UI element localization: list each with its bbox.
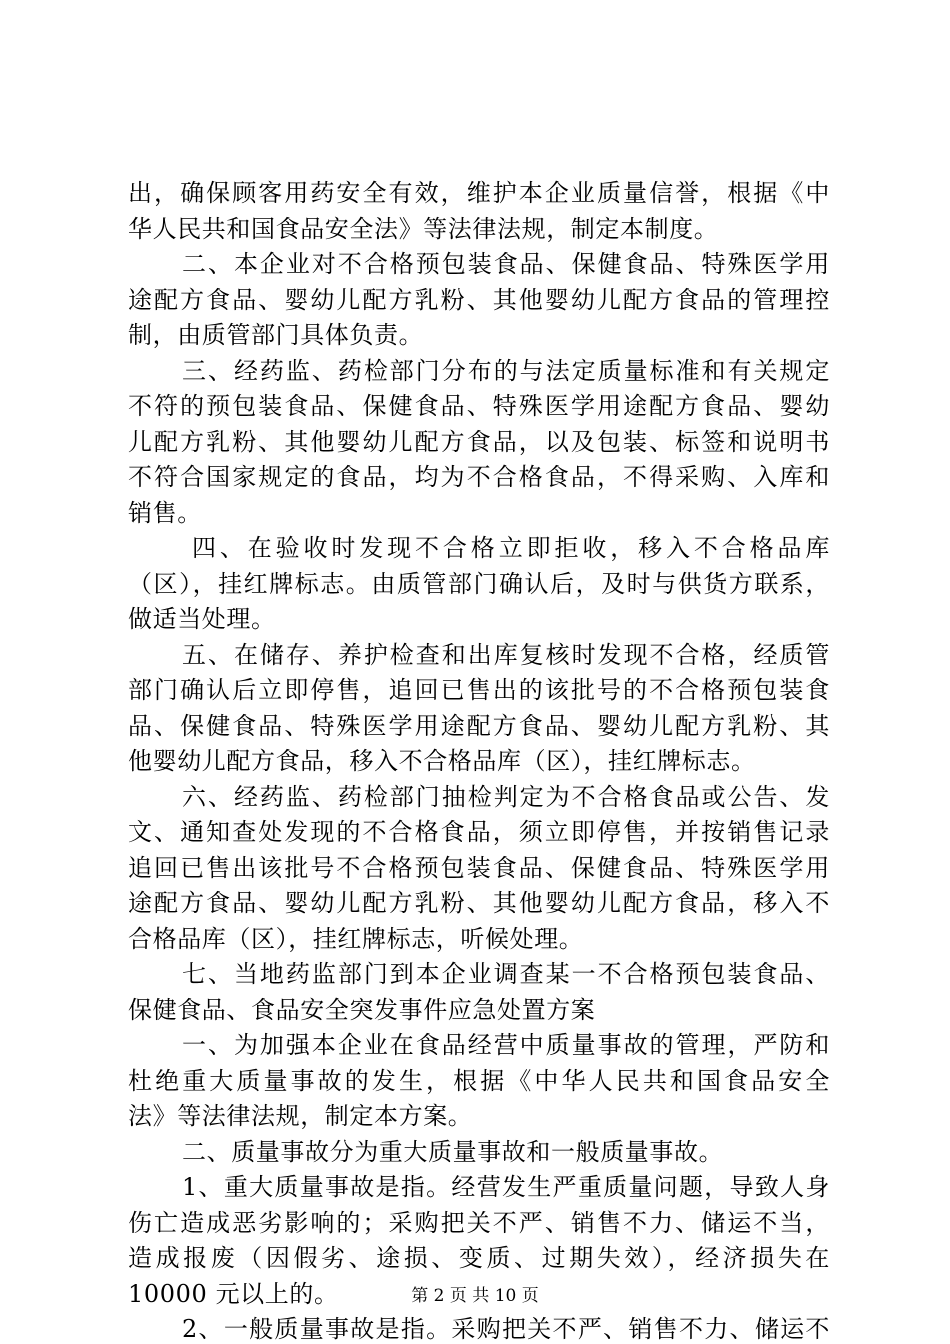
text-line: 途配方食品、婴幼儿配方乳粉、其他婴幼儿配方食品的管理控 [128, 285, 830, 314]
text-line: 七、当地药监部门到本企业调查某一不合格预包装食品、 [182, 960, 830, 988]
text-line: 品、保健食品、特殊医学用途配方食品、婴幼儿配方乳粉、其 [128, 711, 830, 740]
text-line: 华人民共和国食品安全法》等法律法规，制定本制度。 [128, 214, 719, 243]
text-line: 杜绝重大质量事故的发生，根据《中华人民共和国食品安全 [128, 1066, 830, 1095]
text-line: 途配方食品、婴幼儿配方乳粉、其他婴幼儿配方食品，移入不 [128, 889, 830, 917]
text-line: 合格品库（区），挂红牌标志，听候处理。 [128, 924, 584, 953]
text-line: 二、本企业对不合格预包装食品、保健食品、特殊医学用 [182, 250, 830, 278]
text-line: 三、经药监、药检部门分布的与法定质量标准和有关规定 [182, 356, 830, 385]
text-line: 四、在验收时发现不合格立即拒收，移入不合格品库 [192, 534, 830, 562]
text-line: 造成报废（因假劣、途损、变质、过期失效），经济损失在 [128, 1244, 830, 1272]
text-line: 伤亡造成恶劣影响的；采购把关不严、销售不力、储运不当， [128, 1208, 830, 1237]
text-line: 五、在储存、养护检查和出库复核时发现不合格，经质管 [182, 640, 830, 669]
text-line: 法》等法律法规，制定本方案。 [128, 1102, 473, 1130]
text-line: 部门确认后立即停售，追回已售出的该批号的不合格预包装食 [128, 676, 830, 704]
text-line: 六、经药监、药检部门抽检判定为不合格食品或公告、发 [182, 782, 830, 811]
text-line: （区），挂红牌标志。由质管部门确认后，及时与供货方联系， [128, 569, 830, 598]
text-line: 追回已售出该批号不合格预包装食品、保健食品、特殊医学用 [128, 853, 830, 882]
text-line: 保健食品、食品安全突发事件应急处置方案 [128, 995, 596, 1024]
text-line: 制，由质管部门具体负责。 [128, 321, 424, 349]
page-footer: 第 2 页 共 10 页 [411, 1286, 539, 1306]
text-line: 儿配方乳粉、其他婴幼儿配方食品，以及包装、标签和说明书 [128, 427, 830, 456]
text-line: 1、重大质量事故是指。经营发生严重质量问题，导致人身 [182, 1173, 830, 1201]
text-line: 不符的预包装食品、保健食品、特殊医学用途配方食品、婴幼 [128, 392, 830, 420]
text-line: 不符合国家规定的食品，均为不合格食品，不得采购、入库和 [128, 463, 830, 491]
text-line: 做适当处理。 [128, 605, 276, 633]
text-line: 出，确保顾客用药安全有效，维护本企业质量信誉，根据《中 [128, 179, 830, 207]
text-line: 一、为加强本企业在食品经营中质量事故的管理，严防和 [182, 1031, 830, 1059]
text-line: 销售。 [128, 498, 202, 527]
text-line: 文、通知查处发现的不合格食品，须立即停售，并按销售记录 [128, 818, 830, 846]
text-line: 二、质量事故分为重大质量事故和一般质量事故。 [182, 1137, 724, 1166]
text-line: 2、一般质量事故是指。采购把关不严、销售不力、储运不 [182, 1315, 830, 1343]
text-line: 他婴幼儿配方食品，移入不合格品库（区），挂红牌标志。 [128, 747, 756, 775]
text-line: 10000 元以上的。 [128, 1279, 339, 1308]
